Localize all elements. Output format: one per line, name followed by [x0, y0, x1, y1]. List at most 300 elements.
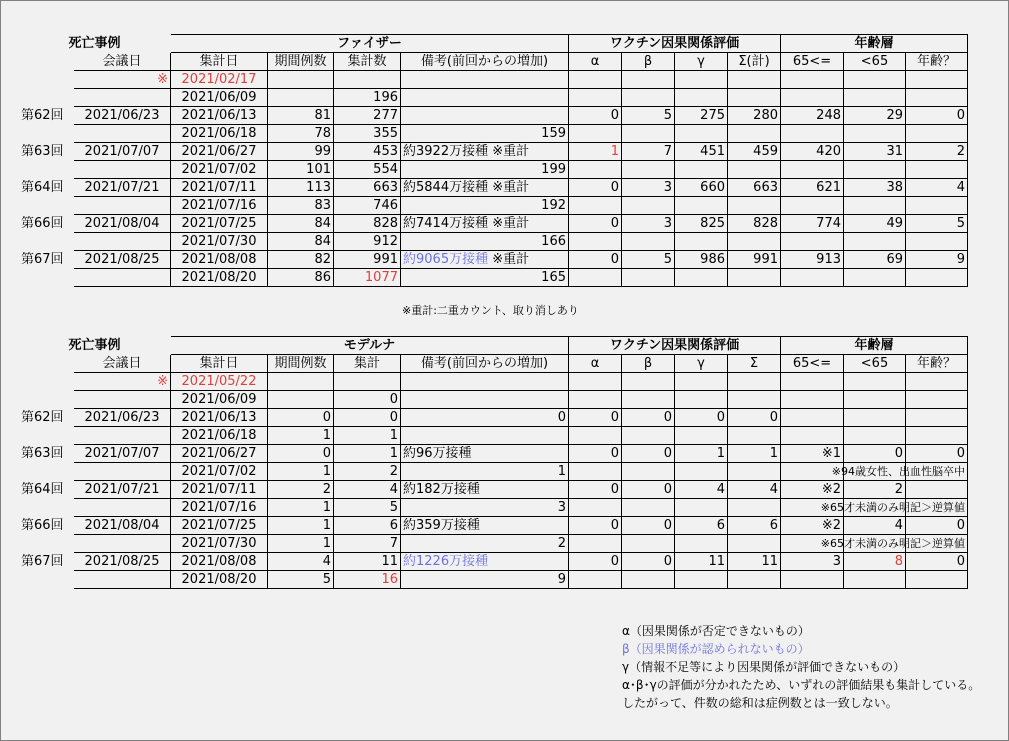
total-count-cell: 16: [334, 571, 401, 589]
table-row: [19, 463, 968, 481]
age-unknown-cell: [906, 233, 968, 251]
sum-cell: [728, 161, 781, 179]
beta-cell: 0: [622, 481, 675, 499]
beta-cell: [622, 71, 675, 89]
age-under65-cell: 4: [844, 517, 906, 535]
table-row: [19, 89, 968, 107]
meeting-date-cell: [74, 269, 171, 287]
period-count-cell: 84: [268, 215, 334, 233]
section-label: 死亡事例: [68, 36, 121, 51]
alpha-cell: [569, 233, 622, 251]
alpha-cell: 0: [569, 553, 622, 571]
table-row: [19, 481, 968, 499]
meeting-date-cell: 2021/06/23: [74, 107, 171, 125]
round-cell: 第67回: [21, 252, 64, 267]
vaccine-name: ファイザー: [171, 35, 569, 53]
period-count-cell: [268, 373, 334, 391]
period-count-cell: 5: [268, 571, 334, 589]
meeting-date-cell: 2021/08/25: [74, 553, 171, 571]
beta-cell: [622, 269, 675, 287]
age-unknown-cell: [906, 269, 968, 287]
col-header: 年齢？: [906, 53, 968, 71]
sum-cell: [728, 571, 781, 589]
period-count-cell: 1: [268, 463, 334, 481]
sum-cell: [728, 391, 781, 409]
table-row: [19, 71, 968, 89]
gamma-cell: [675, 71, 728, 89]
col-header: α: [569, 355, 622, 373]
remark-cell: [401, 143, 569, 161]
beta-cell: [622, 427, 675, 445]
age-unknown-cell: 0: [906, 553, 968, 571]
age-under65-cell: 38: [844, 179, 906, 197]
beta-cell: [622, 197, 675, 215]
remark-cell: [401, 125, 569, 143]
age-unknown-cell: [820, 499, 968, 517]
table-row: [19, 197, 968, 215]
age-under65-cell: [844, 409, 906, 427]
age-under65-cell: 2: [844, 481, 906, 499]
age-unknown-cell: [906, 409, 968, 427]
age-over65-cell: ※2: [781, 481, 844, 499]
increase-value: 165: [541, 270, 566, 285]
age-over65-cell: ※1: [781, 445, 844, 463]
beta-cell: [622, 89, 675, 107]
period-count-cell: 113: [268, 179, 334, 197]
total-count-cell: 355: [334, 125, 401, 143]
alpha-cell: [569, 535, 622, 553]
col-header: 集計日: [171, 53, 268, 71]
sum-cell: 4: [728, 481, 781, 499]
beta-cell: 5: [622, 107, 675, 125]
age-unknown-cell: 9: [906, 251, 968, 269]
beta-cell: [622, 125, 675, 143]
moderna-death-table: [18, 336, 968, 589]
causality-header: ワクチン因果関係評価: [569, 35, 781, 53]
aggregate-date-cell: 2021/08/20: [171, 571, 268, 589]
age-over65-cell: 913: [781, 251, 844, 269]
age-over65-cell: [781, 89, 844, 107]
sum-cell: [728, 535, 781, 553]
age-unknown-cell: [906, 197, 968, 215]
age-under65-cell: [844, 89, 906, 107]
gamma-cell: [675, 197, 728, 215]
age-under65-cell: [844, 197, 906, 215]
beta-cell: 7: [622, 143, 675, 161]
age-unknown-cell: [906, 125, 968, 143]
section-label: 死亡事例: [68, 338, 121, 353]
round-cell: 第63回: [21, 144, 64, 159]
gamma-cell: [675, 427, 728, 445]
gamma-cell: [675, 125, 728, 143]
col-header: 65<=: [781, 355, 844, 373]
period-count-cell: 1: [268, 535, 334, 553]
gamma-cell: [675, 161, 728, 179]
remark-cell: [401, 179, 569, 197]
age-under65-cell: 69: [844, 251, 906, 269]
period-count-cell: 1: [268, 517, 334, 535]
legend-note-2: したがって、件数の総和は症例数とは一致しない。: [622, 696, 898, 710]
age-over65-cell: [781, 571, 844, 589]
round-cell: [19, 269, 74, 287]
sum-cell: [728, 233, 781, 251]
gamma-cell: [675, 233, 728, 251]
legend-alpha: α（因果関係が否定できないもの）: [622, 624, 810, 638]
meeting-date-cell: [74, 391, 171, 409]
sum-cell: [728, 373, 781, 391]
round-cell: 第62回: [21, 108, 64, 123]
alpha-cell: [569, 373, 622, 391]
table-row: [19, 143, 968, 161]
aggregate-date-cell: 2021/06/27: [171, 143, 268, 161]
col-header: 期間例数: [268, 53, 334, 71]
round-cell: [19, 125, 74, 143]
remark-cell: [401, 89, 569, 107]
gamma-cell: 275: [675, 107, 728, 125]
meeting-date-cell: [74, 233, 171, 251]
aggregate-date-cell: 2021/07/30: [171, 233, 268, 251]
meeting-date-cell: 2021/08/25: [74, 251, 171, 269]
round-cell: 第64回: [21, 180, 64, 195]
period-count-cell: 84: [268, 233, 334, 251]
increase-value: 0: [557, 410, 566, 425]
alpha-cell: [569, 463, 622, 481]
beta-cell: [622, 161, 675, 179]
alpha-cell: [569, 391, 622, 409]
sum-cell: [728, 197, 781, 215]
round-cell: [19, 71, 74, 89]
age-unknown-cell: [906, 373, 968, 391]
aggregate-date-cell: 2021/07/02: [171, 161, 268, 179]
age-over65-cell: [781, 269, 844, 287]
aggregate-date-cell: 2021/02/17: [171, 71, 268, 89]
age-over65-cell: 420: [781, 143, 844, 161]
col-header: 65<=: [781, 53, 844, 71]
col-header: Σ: [728, 355, 781, 373]
alpha-cell: [569, 499, 622, 517]
col-header: <65: [844, 53, 906, 71]
table-row: [19, 125, 968, 143]
age-over65-cell: [781, 391, 844, 409]
total-count-cell: 11: [334, 553, 401, 571]
period-count-cell: 86: [268, 269, 334, 287]
age-over65-cell: 3: [781, 553, 844, 571]
alpha-cell: [569, 571, 622, 589]
age-over65-cell: 248: [781, 107, 844, 125]
age-note: ※94歳女性、出血性脳卒中: [831, 465, 965, 478]
beta-cell: 0: [622, 553, 675, 571]
total-count-cell: 663: [334, 179, 401, 197]
sum-cell: 11: [728, 553, 781, 571]
remark-cell: [401, 197, 569, 215]
period-count-cell: 101: [268, 161, 334, 179]
remark-cell: [401, 499, 569, 517]
period-count-cell: 0: [268, 445, 334, 463]
sum-cell: [728, 427, 781, 445]
meeting-date-cell: 2021/07/21: [74, 179, 171, 197]
col-header: γ: [675, 53, 728, 71]
gamma-cell: 825: [675, 215, 728, 233]
age-under65-cell: 29: [844, 107, 906, 125]
round-cell: [19, 233, 74, 251]
col-header: 備考(前回からの増加): [401, 53, 569, 71]
table-row: [19, 179, 968, 197]
total-count-cell: 991: [334, 251, 401, 269]
remark-text: 約96万接種: [403, 446, 472, 461]
sum-cell: [728, 269, 781, 287]
aggregate-date-cell: 2021/06/13: [171, 107, 268, 125]
age-over65-cell: 774: [781, 215, 844, 233]
remark-cell: [401, 107, 569, 125]
alpha-cell: [569, 427, 622, 445]
round-cell: [19, 499, 74, 517]
table-row: [19, 269, 968, 287]
alpha-cell: [569, 89, 622, 107]
col-header: 会議日: [74, 355, 171, 373]
remark-cell: [401, 373, 569, 391]
pfizer-title-row: [19, 35, 968, 53]
total-count-cell: 0: [334, 409, 401, 427]
age-note: ※65才未満のみ明記＞逆算値: [820, 537, 965, 550]
alpha-cell: [569, 125, 622, 143]
gamma-cell: [675, 535, 728, 553]
age-over65-cell: ※2: [781, 517, 844, 535]
round-cell: [19, 197, 74, 215]
sum-cell: 280: [728, 107, 781, 125]
col-header: 集計数: [334, 53, 401, 71]
total-count-cell: 7: [334, 535, 401, 553]
total-count-cell: 554: [334, 161, 401, 179]
alpha-cell: 1: [569, 143, 622, 161]
beta-cell: [622, 233, 675, 251]
age-unknown-cell: 4: [906, 179, 968, 197]
remark-cell: [401, 409, 569, 427]
col-header: 集計: [334, 355, 401, 373]
increase-value: 192: [541, 198, 566, 213]
sum-cell: 6: [728, 517, 781, 535]
alpha-cell: 0: [569, 107, 622, 125]
sum-cell: [728, 71, 781, 89]
pfizer-header-row: [19, 53, 968, 71]
remark-cell: [401, 571, 569, 589]
gamma-cell: 4: [675, 481, 728, 499]
gamma-cell: 6: [675, 517, 728, 535]
remark-cell: [401, 481, 569, 499]
age-over65-cell: [781, 197, 844, 215]
alpha-cell: [569, 71, 622, 89]
round-cell: 第62回: [21, 410, 64, 425]
increase-value: 3: [557, 500, 566, 515]
aggregate-date-cell: 2021/07/02: [171, 463, 268, 481]
table-row: [19, 427, 968, 445]
remark-text-suffix: ※重計: [488, 252, 530, 267]
age-unknown-cell: 2: [906, 143, 968, 161]
meeting-date-cell: 2021/07/07: [74, 143, 171, 161]
total-count-cell: 1: [334, 445, 401, 463]
moderna-header-row: [19, 355, 968, 373]
table-row: [19, 535, 968, 553]
remark-text: 約1226万接種: [403, 554, 489, 569]
age-over65-cell: [781, 161, 844, 179]
sum-cell: [728, 499, 781, 517]
aggregate-date-cell: 2021/05/22: [171, 373, 268, 391]
total-count-cell: 1077: [334, 269, 401, 287]
table-row: [19, 373, 968, 391]
aggregate-date-cell: 2021/08/20: [171, 269, 268, 287]
age-under65-cell: [844, 125, 906, 143]
aggregate-date-cell: 2021/08/08: [171, 251, 268, 269]
meeting-date-cell: [74, 197, 171, 215]
age-over65-cell: [781, 409, 844, 427]
round-cell: [19, 427, 74, 445]
gamma-cell: [675, 89, 728, 107]
age-over65-cell: [781, 71, 844, 89]
alpha-cell: 0: [569, 481, 622, 499]
alpha-cell: 0: [569, 409, 622, 427]
period-count-cell: 2: [268, 481, 334, 499]
total-count-cell: 2: [334, 463, 401, 481]
beta-cell: [622, 373, 675, 391]
gamma-cell: [675, 571, 728, 589]
total-count-cell: 828: [334, 215, 401, 233]
gamma-cell: 451: [675, 143, 728, 161]
table-row: [19, 499, 968, 517]
sum-cell: 828: [728, 215, 781, 233]
total-count-cell: 0: [334, 391, 401, 409]
age-under65-cell: 31: [844, 143, 906, 161]
sum-cell: 991: [728, 251, 781, 269]
remark-text: 約182万接種: [403, 482, 480, 497]
beta-cell: 3: [622, 215, 675, 233]
remark-cell: [401, 161, 569, 179]
aggregate-date-cell: 2021/07/11: [171, 179, 268, 197]
age-header: 年齢層: [781, 35, 968, 53]
age-unknown-cell: 0: [906, 445, 968, 463]
gamma-cell: 986: [675, 251, 728, 269]
meeting-date-cell: [74, 427, 171, 445]
remark-cell: [401, 71, 569, 89]
increase-value: 166: [541, 234, 566, 249]
age-under65-cell: [844, 71, 906, 89]
beta-cell: 3: [622, 179, 675, 197]
age-unknown-cell: [820, 535, 968, 553]
total-count-cell: 196: [334, 89, 401, 107]
sum-cell: [728, 463, 781, 481]
total-count-cell: 453: [334, 143, 401, 161]
period-count-cell: [268, 89, 334, 107]
alpha-cell: [569, 269, 622, 287]
age-under65-cell: 49: [844, 215, 906, 233]
table-row: [19, 161, 968, 179]
gamma-cell: [675, 499, 728, 517]
increase-value: 159: [541, 126, 566, 141]
remark-cell: [401, 269, 569, 287]
aggregate-date-cell: 2021/06/27: [171, 445, 268, 463]
increase-value: 1: [557, 464, 566, 479]
causality-legend: [622, 622, 980, 712]
gamma-cell: 660: [675, 179, 728, 197]
sum-cell: 0: [728, 409, 781, 427]
meeting-date-cell: ※: [74, 373, 171, 391]
round-cell: [19, 391, 74, 409]
beta-cell: 0: [622, 445, 675, 463]
period-count-cell: 1: [268, 427, 334, 445]
meeting-date-cell: [74, 571, 171, 589]
age-under65-cell: [844, 571, 906, 589]
beta-cell: 0: [622, 517, 675, 535]
remark-cell: [401, 517, 569, 535]
beta-cell: 0: [622, 409, 675, 427]
remark-cell: [401, 445, 569, 463]
total-count-cell: 5: [334, 499, 401, 517]
sum-cell: 459: [728, 143, 781, 161]
beta-cell: [622, 499, 675, 517]
meeting-date-cell: 2021/08/04: [74, 215, 171, 233]
remark-cell: [401, 427, 569, 445]
period-count-cell: [268, 391, 334, 409]
aggregate-date-cell: 2021/07/16: [171, 499, 268, 517]
age-unknown-cell: 0: [906, 107, 968, 125]
table-row: [19, 391, 968, 409]
remark-text: 約9065万接種: [403, 252, 489, 267]
total-count-cell: [334, 71, 401, 89]
aggregate-date-cell: 2021/07/30: [171, 535, 268, 553]
increase-value: 9: [557, 572, 566, 587]
beta-cell: [622, 463, 675, 481]
table-row: [19, 445, 968, 463]
alpha-cell: [569, 161, 622, 179]
age-unknown-cell: 0: [906, 517, 968, 535]
meeting-date-cell: 2021/06/23: [74, 409, 171, 427]
beta-cell: [622, 571, 675, 589]
gamma-cell: 0: [675, 409, 728, 427]
meeting-date-cell: [74, 161, 171, 179]
alpha-cell: 0: [569, 251, 622, 269]
table-row: [19, 107, 968, 125]
age-unknown-cell: [906, 427, 968, 445]
round-cell: [19, 463, 74, 481]
table-row: [19, 409, 968, 427]
age-under65-cell: [844, 391, 906, 409]
total-count-cell: 746: [334, 197, 401, 215]
increase-value: 2: [557, 536, 566, 551]
beta-cell: [622, 391, 675, 409]
round-cell: 第63回: [21, 446, 64, 461]
aggregate-date-cell: 2021/06/18: [171, 427, 268, 445]
meeting-date-cell: 2021/08/04: [74, 517, 171, 535]
aggregate-date-cell: 2021/06/09: [171, 89, 268, 107]
col-header: 会議日: [74, 53, 171, 71]
total-count-cell: [334, 373, 401, 391]
remark-cell: [401, 553, 569, 571]
legend-note-1: α･β･γの評価が分かれたため、いずれの評価結果も集計している。: [622, 678, 981, 692]
remark-text: 約359万接種: [403, 518, 480, 533]
table-row: [19, 571, 968, 589]
age-under65-cell: [844, 373, 906, 391]
col-header: <65: [844, 355, 906, 373]
round-cell: [19, 161, 74, 179]
remark-cell: [401, 251, 569, 269]
table-row: [19, 553, 968, 571]
total-count-cell: 6: [334, 517, 401, 535]
alpha-cell: 0: [569, 445, 622, 463]
col-header: 期間例数: [268, 355, 334, 373]
remark-cell: [401, 233, 569, 251]
remark-cell: [401, 535, 569, 553]
table-row: [19, 517, 968, 535]
sum-cell: 1: [728, 445, 781, 463]
age-unknown-cell: [906, 71, 968, 89]
